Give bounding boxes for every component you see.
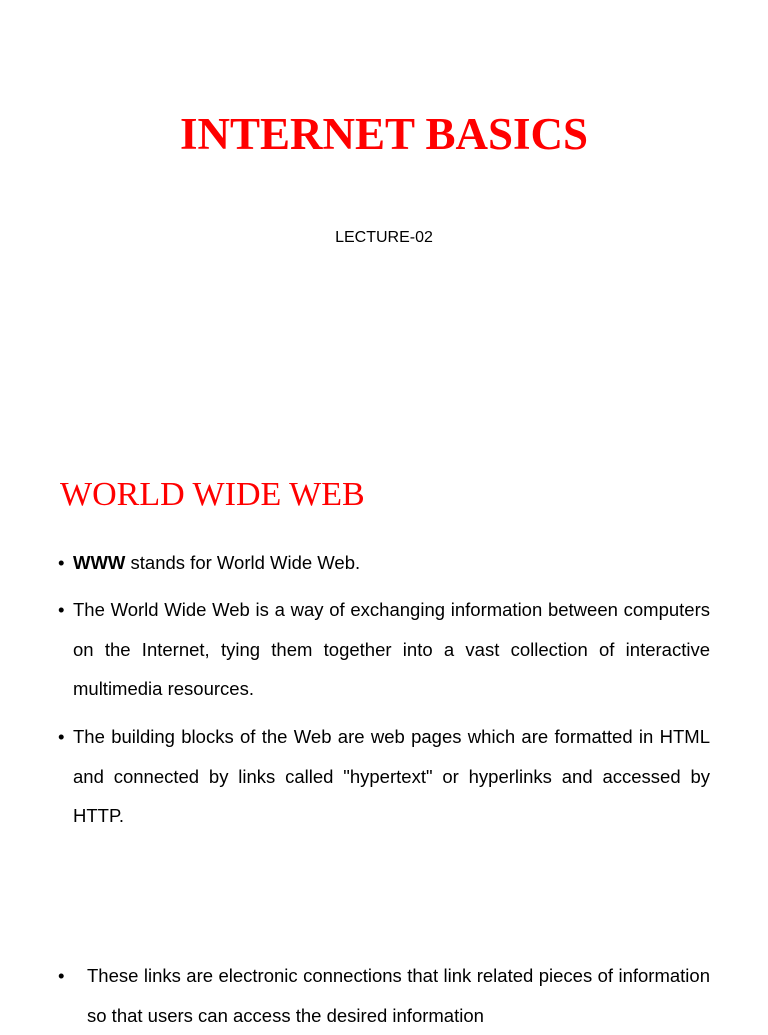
lecture-subtitle: LECTURE-02 [335,229,433,246]
slide-title [0,0,768,420]
bullet-item [58,717,710,836]
bullet-item [58,956,710,1035]
bullet-item [58,590,710,709]
bullet-icon: • [58,599,65,620]
bullet-icon: • [58,726,65,747]
page-title: INTERNET BASICS [179,109,589,159]
bullet-rest: stands for World Wide Web. [125,552,361,573]
bullet-bold-term: WWW [73,552,126,573]
bullet-icon: • [58,965,65,986]
bullet-icon: • [58,552,65,573]
section-heading: WORLD WIDE WEB [60,476,365,513]
bullet-text: These links are electronic connections that link related pieces of information so that users can access the desired information [87,965,710,1026]
bullet-item [58,543,710,583]
bullet-text: The World Wide Web is a way of exchanging information between computers on the Internet, tying them together into a vast collection of interactive multimedia resources. [73,599,710,699]
bullet-text: The building blocks of the Web are web pages which are formatted in HTML and connected by links called "hypertext" or hyperlinks and accessed by HTTP. [73,726,710,826]
bullet-text [73,543,710,583]
slide-www [0,420,768,1024]
